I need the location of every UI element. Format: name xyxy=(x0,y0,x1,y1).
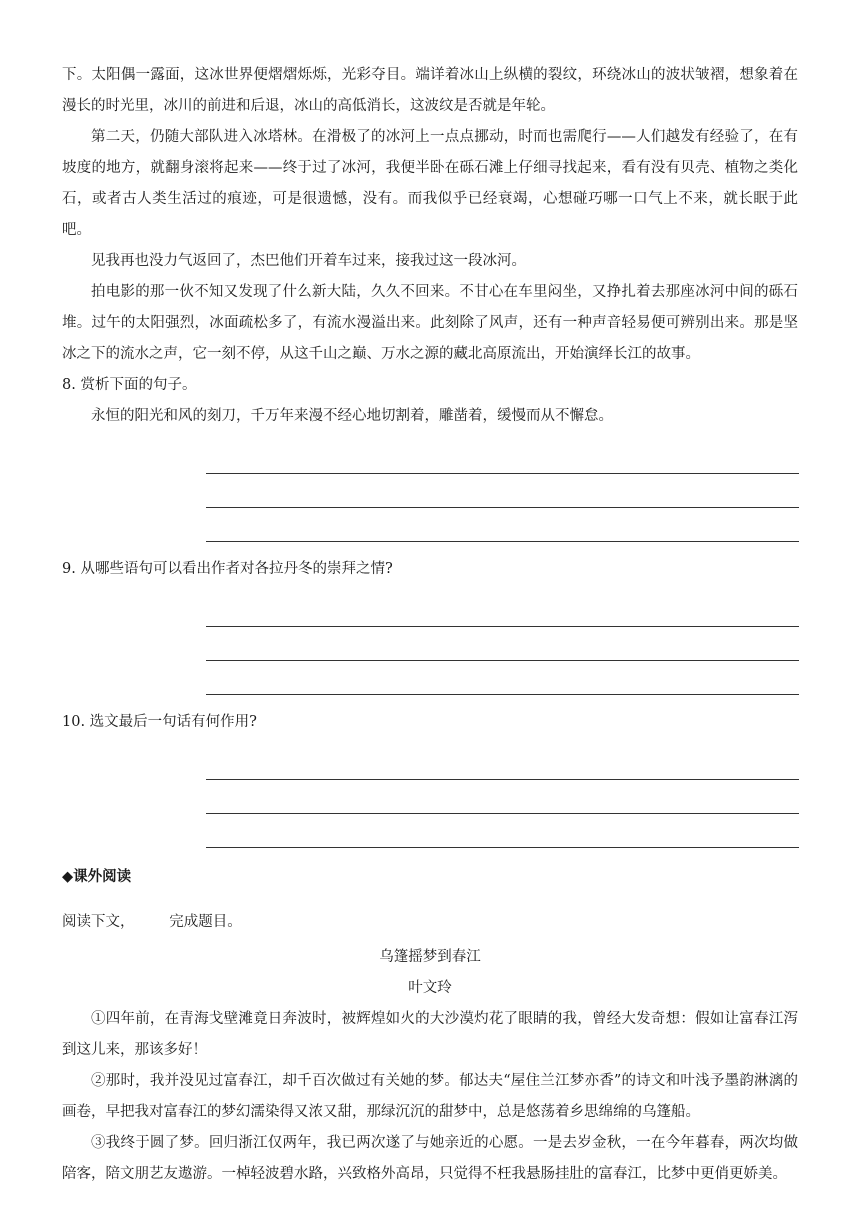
answer-lines-q9[interactable] xyxy=(206,593,799,695)
article-title: 乌篷摇梦到春江 xyxy=(379,949,481,965)
question-8-quote: 永恒的阳光和风的刻刀，千万年来漫不经心地切割着，雕凿着，缓慢而从不懈怠。 xyxy=(91,408,613,424)
instruction-part: 完成题目。 xyxy=(169,914,242,930)
answer-line[interactable] xyxy=(206,661,799,695)
answer-line[interactable] xyxy=(206,474,799,508)
article-author: 叶文玲 xyxy=(408,980,452,996)
article-paragraph: ①四年前，在青海戈壁滩竟日奔波时，被辉煌如火的大沙漠灼花了眼睛的我，曾经大发奇想：假如让富春江泻到这儿来，那该多好！ xyxy=(62,1011,798,1058)
article-paragraph: ②那时，我并没见过富春江，却千百次做过有关她的梦。郁达夫“屋住兰江梦亦香”的诗文和叶浅予墨韵淋漓的画卷，早把我对富春江的梦幻濡染得又浓又甜，那绿沉沉的甜梦中，总是悠荡着乡思绵绵的乌篷船。 xyxy=(62,1073,798,1120)
passage-paragraph: 拍电影的那一伙不知又发现了什么新大陆，久久不回来。不甘心在车里闷坐，又挣扎着去那座冰河中间的砾石堆。过午的太阳强烈，冰面疏松多了，有流水漫溢出来。此刻除了风声，还有一种声音轻易便可辨别出来。那是坚冰之下的流水之声，它一刻不停，从这千山之巅、万水之源的藏北高原流出，开始演绎长江的故事。 xyxy=(62,284,798,362)
passage-paragraph: 第二天，仍随大部队进入冰塔林。在滑极了的冰河上一点点挪动，时而也需爬行——人们越发有经验了，在有坡度的地方，就翻身滚将起来——终于过了冰河，我便半卧在砾石滩上仔细寻找起来，看有没有贝壳、植物之类化石，或者古人类生活过的痕迹，可是很遗憾，没有。而我似乎已经衰竭，心想碰巧哪一口气上不来，就长眠于此吧。 xyxy=(62,129,798,238)
answer-lines-q8[interactable] xyxy=(206,440,799,542)
answer-line[interactable] xyxy=(206,440,799,474)
answer-line[interactable] xyxy=(206,593,799,627)
article-paragraph: ③我终于圆了梦。回归浙江仅两年，我已两次遂了与她亲近的心愿。一是去岁金秋，一在今年暮春，两次均做陪客，陪文朋艺友遨游。一棹轻波碧水路，兴致格外高昂，只觉得不枉我悬肠挂肚的富春江，比梦中更俏更娇美。 xyxy=(62,1135,798,1182)
passage-paragraph: 见我再也没力气返回了，杰巴他们开着车过来，接我过这一段冰河。 xyxy=(91,253,526,269)
answer-line[interactable] xyxy=(206,814,799,848)
question-10: 10. 选文最后一句话有何作用? xyxy=(62,714,257,730)
question-8: 8. 赏析下面的句子。 xyxy=(62,377,197,393)
answer-line[interactable] xyxy=(206,780,799,814)
question-9: 9. 从哪些语句可以看出作者对各拉丹冬的崇拜之情? xyxy=(62,561,393,577)
instruction-part: 阅读下文， xyxy=(62,914,135,930)
section-heading: ◆课外阅读 xyxy=(62,869,132,885)
reading-instruction xyxy=(62,907,798,938)
passage-paragraph: 下。太阳偶一露面，这冰世界便熠熠烁烁，光彩夺目。端详着冰山上纵横的裂纹，环绕冰山的波状皱褶，想象着在漫长的时光里，冰川的前进和后退，冰山的高低消长，这波纹是否就是年轮。 xyxy=(62,67,798,114)
answer-line[interactable] xyxy=(206,627,799,661)
answer-line[interactable] xyxy=(206,508,799,542)
answer-lines-q10[interactable] xyxy=(206,746,799,848)
answer-line[interactable] xyxy=(206,746,799,780)
